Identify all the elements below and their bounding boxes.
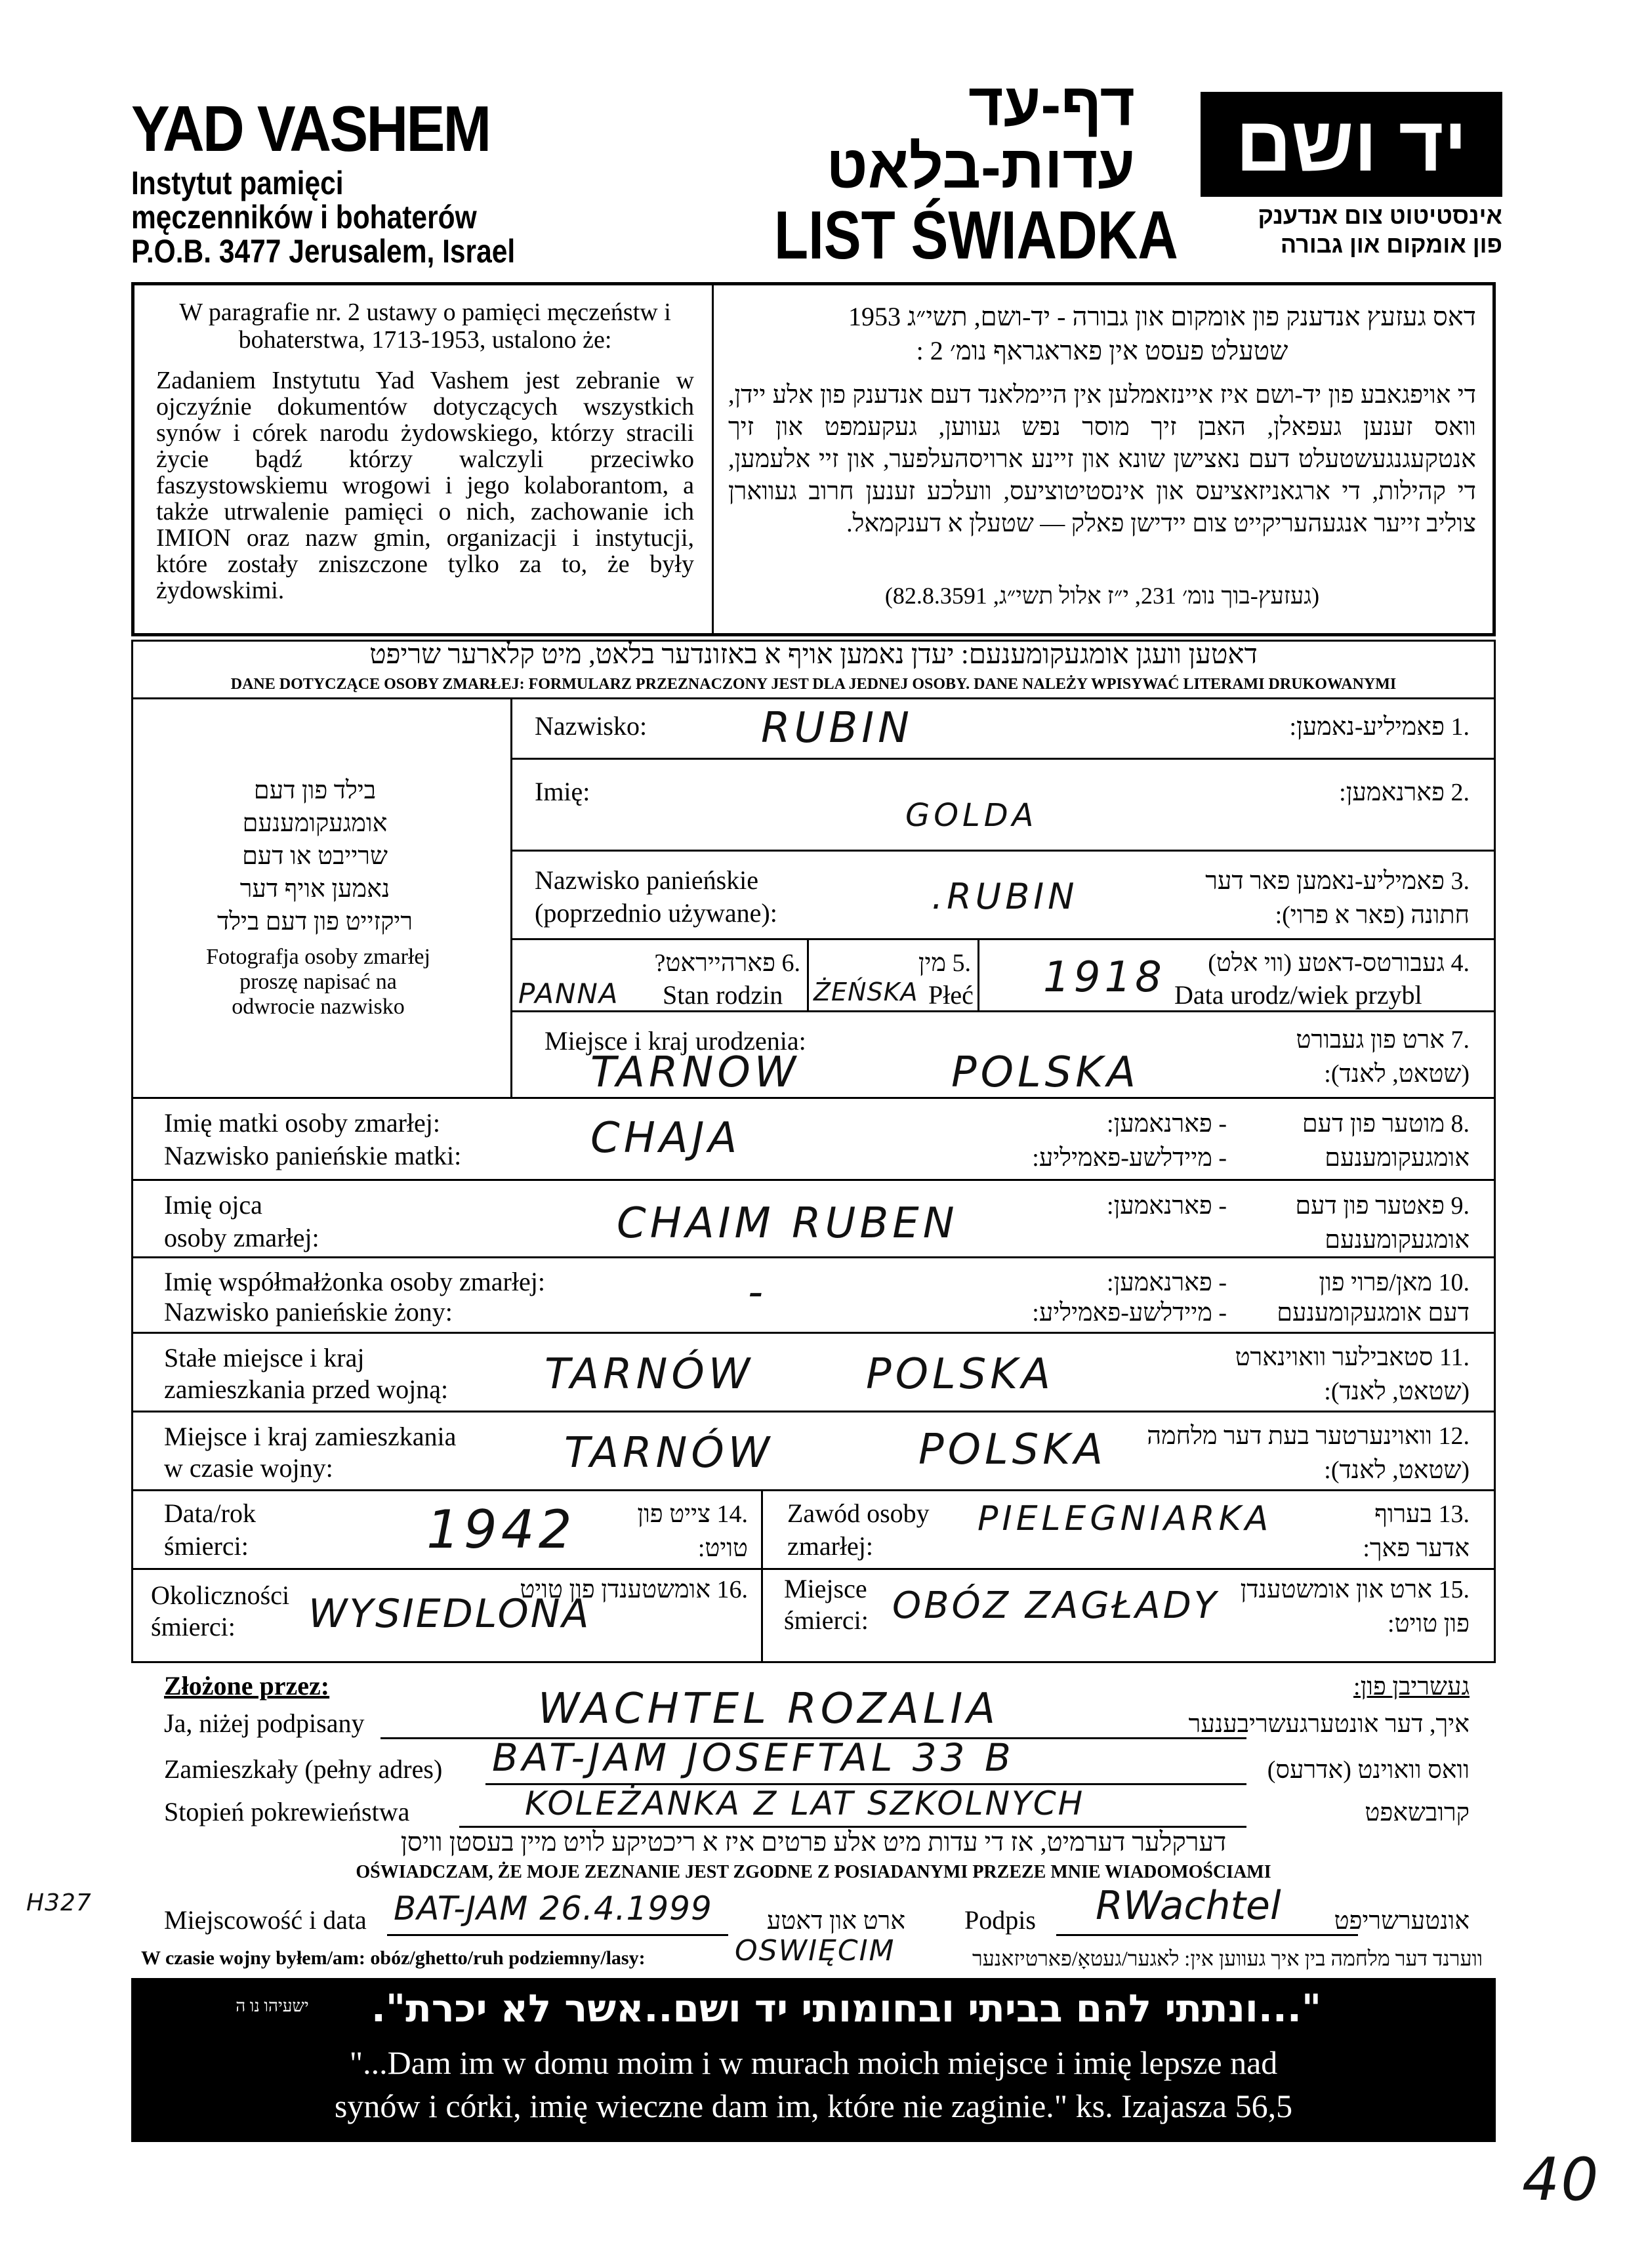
- f4-value[interactable]: 1918: [1043, 953, 1166, 1002]
- f6-heb-label: .6 פארהייראט?: [654, 949, 800, 977]
- f8-heb-mid-2: - מיידלשע-פאמיליע:: [1032, 1144, 1227, 1172]
- f14-heb-1: .14 צייט פון: [637, 1500, 748, 1528]
- declaration-heb: דערקלער דערמיט, אז די עדות מיט אלע פרטים איז א ריכטיקע לויט מיין בעסטן וויסן: [400, 1827, 1227, 1857]
- org-line-2: męczenników i bohaterów: [131, 199, 477, 236]
- banner-polish-2: synów i córki, imię wieczne dam im, które nie zaginie." ks. Izajasza 56,5: [334, 2088, 1293, 2124]
- f3-heb-label-2: חתונה (פאר א פרוי):: [1275, 901, 1470, 929]
- f15-label-2: śmierci:: [784, 1605, 869, 1635]
- f13-value[interactable]: PIELEGNIARKA: [977, 1499, 1273, 1538]
- yad-vashem-logo: [1201, 92, 1502, 197]
- address-heb: וואס וואוינט (אדרעס): [1267, 1756, 1470, 1784]
- org-line-3: P.O.B. 3477 Jerusalem, Israel: [131, 233, 516, 270]
- address-value[interactable]: BAT-JAM JOSEFTAL 33 B: [492, 1735, 1015, 1780]
- f10-heb-mid-2: - מיידלשע-פאמיליע:: [1032, 1299, 1227, 1327]
- declaration-polish: OŚWIADCZAM, ŻE MOJE ZEZNANIE JEST ZGODNE Z POSIADANYMI PRZEZE MNIE WIADOMOŚCIAMI: [356, 1862, 1271, 1882]
- f9-heb-mid: - פארנאמען:: [1107, 1192, 1227, 1220]
- intro-yiddish-title-1: דאס געזעץ אנדענק פון אומקום און גבורה - יד-ושם, תשי״ג 1953: [848, 302, 1476, 331]
- kinship-heb: קרובשאפט: [1365, 1799, 1470, 1826]
- org-title: YAD VASHEM: [131, 93, 490, 165]
- banner-hebrew-ref: ישעיהו נו ה: [236, 1996, 309, 2015]
- banner-polish-1: "...Dam im w domu moim i w murach moich miejsce i imię lepsze nad: [349, 2044, 1278, 2081]
- submitter-name-value[interactable]: WACHTEL ROZALIA: [538, 1685, 999, 1733]
- f7-label: Miejsce i kraj urodzenia:: [545, 1026, 806, 1056]
- f10-value[interactable]: -: [748, 1268, 768, 1317]
- war-location-heb: ווערנד דער מלחמה בין איך געווען אין: לאגער/געטאָ/פארטיזאנער: [972, 1947, 1483, 1970]
- f1-value[interactable]: RUBIN: [761, 704, 913, 753]
- logo-subtitle-2: פון אומקום און גבורה: [1280, 231, 1502, 258]
- f15-value[interactable]: OBÓZ ZAGŁADY: [892, 1584, 1219, 1627]
- submitted-by-label: Złożone przez:: [164, 1671, 330, 1701]
- instructions-yiddish: דאטען וועגן אומגעקומענעם: יעדן נאמען אויף א באזונדער בלאט, מיט קלארער שריפט: [369, 640, 1258, 670]
- logo-subtitle-1: אינסטיטוט צום אנדענק: [1258, 202, 1502, 229]
- f14-label-1: Data/rok: [164, 1498, 256, 1528]
- f2-label: Imię:: [535, 777, 590, 806]
- f14-value[interactable]: 1942: [426, 1499, 576, 1560]
- f9-label-1: Imię ojca: [164, 1190, 262, 1220]
- f16-heb: .16 אומשטענדן פון טויט: [520, 1576, 748, 1603]
- photo-yiddish: בילד פון דעם אומגעקומענעם שרייבט או דעם נאמען אויף דער ריקזייט פון דעם בילד: [216, 777, 413, 936]
- f15-heb-2: פון טויט:: [1388, 1610, 1470, 1638]
- f15-label-1: Miejsce: [784, 1574, 867, 1603]
- f12-heb-2: (שטאט, לאנד):: [1324, 1456, 1470, 1484]
- f8-heb-2: אומגעקומענעם: [1325, 1144, 1470, 1172]
- f7-value-city[interactable]: TARNOW: [590, 1048, 800, 1097]
- f10-heb-2: דעם אומגעקומענעם: [1277, 1299, 1470, 1327]
- f16-label-2: śmierci:: [151, 1612, 236, 1641]
- place-date-value[interactable]: BAT-JAM 26.4.1999: [394, 1889, 712, 1928]
- kinship-value[interactable]: KOLEŻANKA Z LAT SZKOLNYCH: [525, 1784, 1085, 1823]
- f12-label-2: w czasie wojny:: [164, 1453, 333, 1483]
- f9-value[interactable]: CHAIM RUBEN: [617, 1199, 958, 1248]
- intro-polish-body: Zadaniem Instytutu Yad Vashem jest zebranie w ojczyźnie dokumentów dotyczących wszystkich synów i córek narodu żydowskiego, którzy stracili życie bądź którzy walczyli przeciwko faszystowskiemu wrogowi i jego kolaborantom, a także utrwalenie pamięci o nich, zachowanie ich IMION oraz nazw gmin, organizacji i instytucji, które zostały zniszczone tylko za to, że były żydowskimi.: [156, 367, 694, 604]
- f14-heb-2: טויט:: [697, 1535, 748, 1562]
- signature-label: Podpis: [964, 1905, 1036, 1935]
- war-location-label: W czasie wojny byłem/am: obóz/ghetto/ruh podziemny/lasy:: [141, 1947, 646, 1969]
- intro-yiddish-title-2: שטעלט פעסט אין פאראגראף נומ׳ 2 :: [916, 336, 1288, 365]
- f10-label-1: Imię współmałżonka osoby zmarłej:: [164, 1267, 545, 1296]
- undersigned-label: Ja, niżej podpisany: [164, 1708, 365, 1738]
- f8-label-1: Imię matki osoby zmarłej:: [164, 1108, 440, 1138]
- f4-label: Data urodz/wiek przybl: [1174, 980, 1422, 1010]
- f11-heb-1: .11 סטאבילער וואוינארט: [1235, 1344, 1470, 1371]
- f4-heb-label: .4 געבורטס-דאטע (ווי אלט): [1208, 949, 1470, 977]
- f11-value-country[interactable]: POLSKA: [866, 1350, 1054, 1399]
- f5-heb-label: .5 מין: [918, 949, 971, 977]
- war-location-value[interactable]: OSWIĘCIM: [735, 1934, 895, 1968]
- submitted-by-heb: געשריבן פון:: [1353, 1673, 1470, 1701]
- intro-polish-title: W paragrafie nr. 2 ustawy o pamięci męczeństw i bohaterstwa, 1713-1953, ustalono że:: [179, 299, 671, 354]
- f6-value[interactable]: PANNA: [518, 978, 619, 1010]
- f9-label-2: osoby zmarłej:: [164, 1223, 319, 1252]
- f3-label-2: (poprzednio używane):: [535, 898, 777, 928]
- f14-label-2: śmierci:: [164, 1531, 249, 1561]
- place-date-heb: ארט און דאטע: [766, 1907, 905, 1935]
- f7-value-country[interactable]: POLSKA: [951, 1048, 1140, 1097]
- f13-heb-1: .13 בערוף: [1374, 1500, 1470, 1528]
- center-title: LIST ŚWIADKA: [774, 197, 1178, 274]
- page-number: 40: [1522, 2145, 1600, 2214]
- intro-yiddish-ref: (געזעץ-בוך נומ׳ 231, י״ז אלול תשי״ג, 82.8.3591): [884, 583, 1320, 609]
- center-heb-title-2: עדות-בלאט: [826, 134, 1135, 201]
- f10-heb-1: .10 מאן/פרוי פון: [1319, 1269, 1470, 1296]
- org-line-1: Instytut pamięci: [131, 165, 344, 201]
- f15-heb-1: .15 ארט און אומשטענדן: [1240, 1576, 1470, 1603]
- f8-heb-1: .8 מוטער פון דעם: [1302, 1110, 1470, 1138]
- f1-label: Nazwisko:: [535, 711, 648, 741]
- f11-label-2: zamieszkania przed wojną:: [164, 1374, 449, 1404]
- f12-heb-1: .12 וואוינערטער בעת דער מלחמה: [1147, 1422, 1470, 1450]
- quote-banner: [131, 1978, 1496, 2142]
- instructions-polish: DANE DOTYCZĄCE OSOBY ZMARŁEJ: FORMULARZ PRZEZNACZONY JEST DLA JEDNEJ OSOBY. DANE NALEŻY WPISYWAĆ LITERAMI DRUKOWANYMI: [230, 676, 1397, 693]
- f3-value[interactable]: .RUBIN: [932, 876, 1079, 917]
- f6-label: Stan rodzin: [663, 980, 783, 1010]
- f3-label-1: Nazwisko panieńskie: [535, 865, 759, 895]
- f5-value[interactable]: ŻEŃSKA: [813, 978, 918, 1006]
- margin-note: H327: [26, 1889, 92, 1916]
- f8-label-2: Nazwisko panieńskie matki:: [164, 1141, 462, 1170]
- signature-value[interactable]: RWachtel: [1096, 1883, 1281, 1929]
- f12-label-1: Miejsce i kraj zamieszkania: [164, 1422, 457, 1451]
- f11-heb-2: (שטאט, לאנד):: [1324, 1378, 1470, 1405]
- f10-heb-mid-1: - פארנאמען:: [1107, 1269, 1227, 1296]
- f12-value-city[interactable]: TARNÓW: [564, 1429, 773, 1477]
- f8-value[interactable]: CHAJA: [590, 1114, 741, 1163]
- f11-label-1: Stałe miejsce i kraj: [164, 1343, 365, 1372]
- f13-label-2: zmarłej:: [787, 1531, 874, 1561]
- center-heb-title-1: דף-עד: [968, 72, 1135, 138]
- f2-heb-label: .2 פארנאמען:: [1339, 779, 1470, 806]
- kinship-label: Stopień pokrewieństwa: [164, 1797, 410, 1826]
- f12-value-country[interactable]: POLSKA: [918, 1426, 1107, 1474]
- place-date-label: Miejscowość i data: [164, 1905, 367, 1935]
- f2-value[interactable]: GOLDA: [905, 797, 1038, 834]
- f11-value-city[interactable]: TARNÓW: [545, 1350, 754, 1399]
- f1-heb-label: .1 פאמיליע-נאמען:: [1289, 713, 1470, 741]
- undersigned-heb: איך, דער אונטערגעשריבענער: [1188, 1710, 1470, 1738]
- f10-label-2: Nazwisko panieńskie żony:: [164, 1297, 453, 1327]
- f16-label-1: Okoliczności: [151, 1580, 290, 1610]
- f9-heb-1: .9 פאטער פון דעם: [1295, 1192, 1470, 1220]
- f9-heb-2: אומגעקומענעם: [1325, 1226, 1470, 1254]
- f5-label: Płeć: [928, 980, 974, 1010]
- intro-yiddish-body: די אויפגאבע פון יד-ושם איז איינזאמלען אין היימלאנד דעם אנדענק פון אלע יידן, וואס זענען געפאלן, האבן זיך מוסר נפש געווען, געקעמפט און זיך אנטקעגנגעשטעלט דעם נאצישן שונא און זיינע ארויסהעלפער, און זיי אלעמען, די קהילות, די ארגאניזאציעס און אינסטיטוציעס, וועלכע זענען חרוב געווארן צוליב זייער אנגעהעריקייט צום יידישן פאלק — שטעלן א דענקמאל.: [728, 381, 1476, 537]
- f7-heb-label-2: (שטאט, לאנד):: [1324, 1060, 1470, 1088]
- f13-label-1: Zawód osoby: [787, 1498, 930, 1528]
- f13-heb-2: אדער פאך:: [1363, 1535, 1470, 1562]
- f8-heb-mid-1: - פארנאמען:: [1107, 1110, 1227, 1138]
- f3-heb-label-1: .3 פאמיליע-נאמען פאר דער: [1205, 867, 1470, 895]
- address-label: Zamieszkały (pełny adres): [164, 1754, 443, 1784]
- photo-polish: Fotografja osoby zmarłej proszę napisać na odwrocie nazwisko: [206, 945, 430, 1019]
- signature-heb: אונטערשריפט: [1334, 1907, 1470, 1935]
- f7-heb-label-1: .7 ארט פון געבורט: [1296, 1026, 1470, 1054]
- f16-value[interactable]: WYSIEDLONA: [308, 1591, 591, 1637]
- banner-hebrew: "...ונתתי להם בביתי ובחומותי יד ושם..אשר לא יכרת".: [371, 1986, 1322, 2031]
- logo-text: יד ושם: [1235, 101, 1468, 188]
